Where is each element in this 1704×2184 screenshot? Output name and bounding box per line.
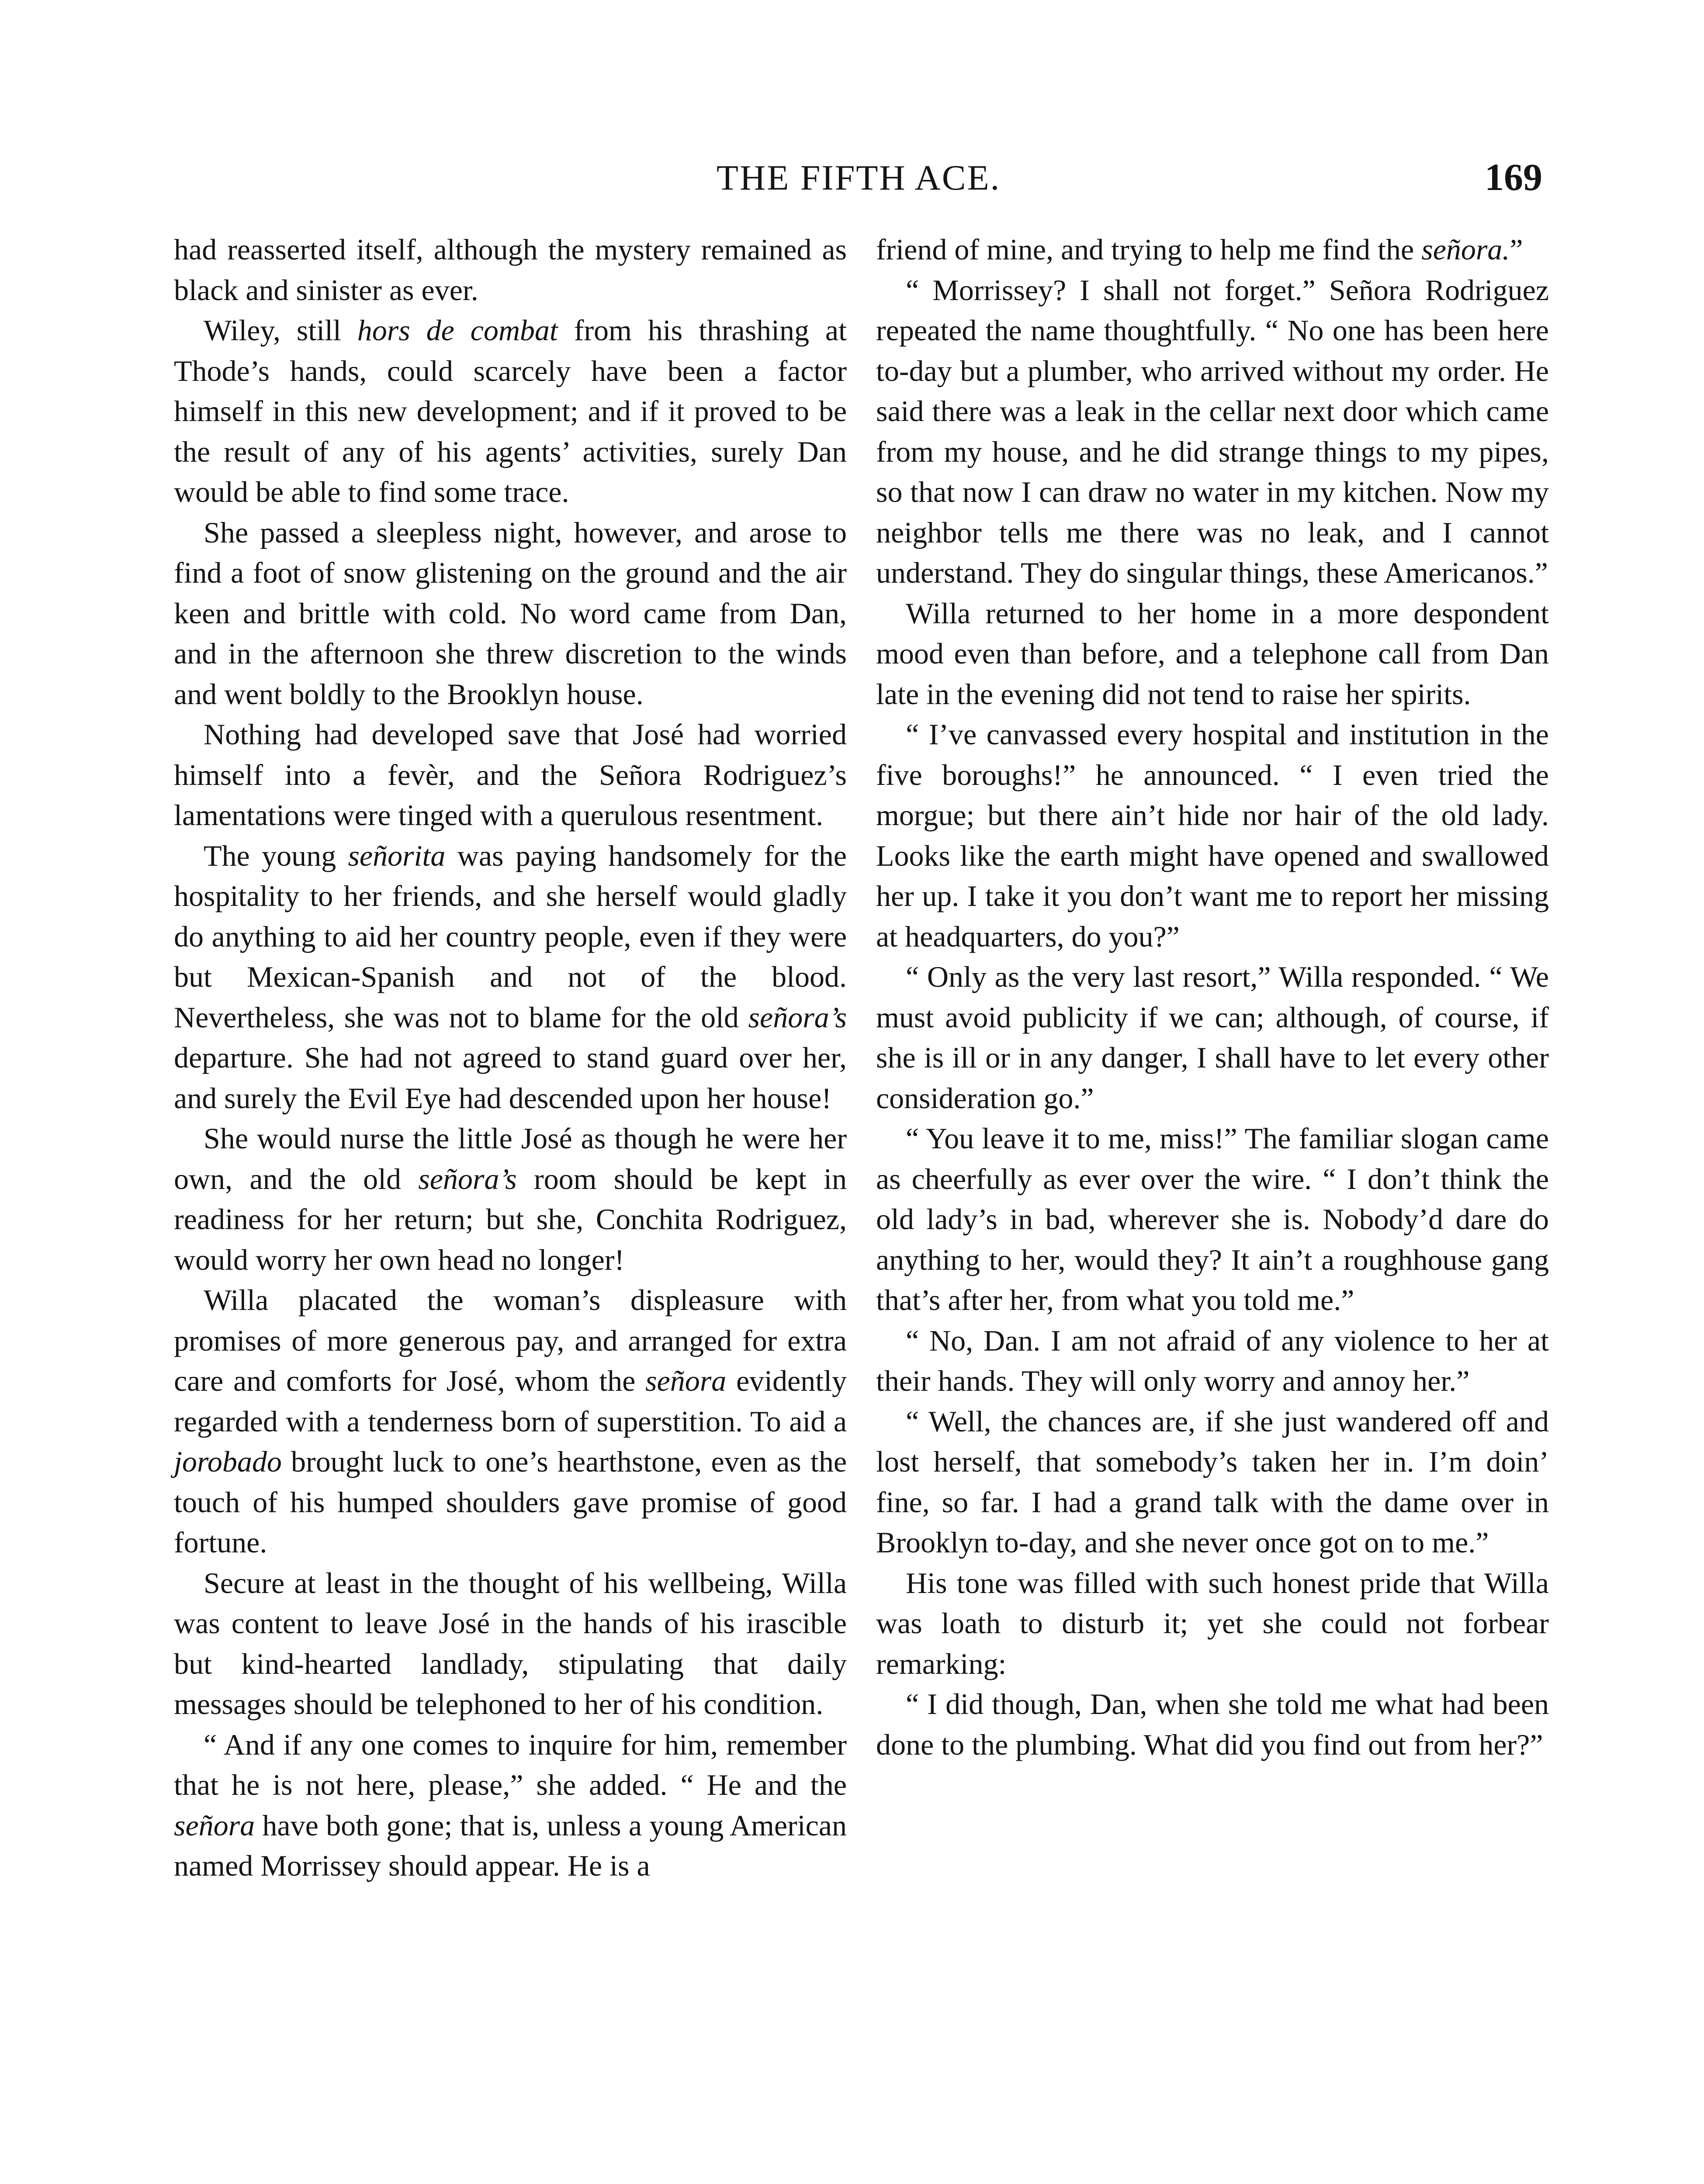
text-run: “ Morrissey? I shall not forget.” Señora Rodriguez repeated the name thoughtfully. “ No one has been here to-day but a plumber, who arrived without my order. He said there was a leak in the cellar next door which came from my house, and he did strange things to my pipes, so that now I can draw no water in my kitchen. Now my neighbor tells me there was no leak, and I cannot understand. They do singular things, these Americanos.” bbox=[876, 273, 1549, 589]
italic-text: señora bbox=[174, 1808, 255, 1842]
text-run: have both gone; that is, unless a young American named Morrissey should appear. He is a bbox=[174, 1808, 847, 1882]
text-run: Secure at least in the thought of his wellbeing, Willa was content to leave José in the hands of his irascible but kind-hearted landlady, stipulating that daily messages should be telephoned to her of his condition. bbox=[174, 1566, 847, 1721]
text-run: “ No, Dan. I am not afraid of any violence to her at their hands. They will only worry and annoy her.” bbox=[876, 1324, 1549, 1397]
page-header bbox=[175, 154, 1542, 202]
paragraph bbox=[174, 836, 847, 1119]
italic-text: señora’s bbox=[748, 1000, 847, 1034]
paragraph bbox=[876, 1401, 1549, 1563]
text-run: friend of mine, and trying to help me find the bbox=[876, 233, 1422, 266]
text-run: had reasserted itself, although the mystery remained as black and sinister as ever. bbox=[174, 233, 847, 307]
text-run: brought luck to one’s hearthstone, even as the touch of his humped shoulders gave promise of good fortune. bbox=[174, 1445, 847, 1559]
paragraph bbox=[174, 310, 847, 512]
text-run: She would nurse the little José as though he were her own, and the old bbox=[174, 1122, 847, 1196]
text-run: Willa placated the woman’s displeasure with promises of more generous pay, and arranged for extra care and comforts for José, whom the bbox=[174, 1283, 847, 1397]
paragraph bbox=[174, 229, 847, 310]
paragraph bbox=[174, 512, 847, 715]
left-text-column bbox=[174, 229, 847, 1886]
text-run: ” bbox=[1510, 233, 1523, 266]
paragraph bbox=[174, 1280, 847, 1563]
italic-text: jorobado bbox=[174, 1445, 282, 1478]
text-run: Nothing had developed save that José had worried himself into a fevèr, and the Señora Rodriguez’s lamentations were tinged with a querulous resentment. bbox=[174, 718, 847, 832]
text-run: She passed a sleepless night, however, and arose to find a foot of snow glistening on the ground and the air keen and brittle with cold. No word came from Dan, and in the afternoon she threw discretion to the winds and went boldly to the Brooklyn house. bbox=[174, 515, 847, 711]
italic-text: señorita bbox=[348, 839, 446, 872]
text-run: The young bbox=[204, 839, 348, 872]
text-run: from his thrashing at Thode’s hands, could scarcely have been a factor himself in this new development; and if it proved to be the result of any of his agents’ activities, surely Dan would be able to find some trace. bbox=[174, 314, 847, 508]
text-run: His tone was filled with such honest pride that Willa was loath to disturb it; yet she could not forbear remarking: bbox=[876, 1566, 1549, 1680]
paragraph bbox=[174, 1724, 847, 1886]
text-run: departure. She had not agreed to stand guard over her, and surely the Evil Eye had descended upon her house! bbox=[174, 1041, 847, 1115]
text-run: “ And if any one comes to inquire for him, remember that he is not here, please,” she added. “ He and the bbox=[174, 1728, 847, 1801]
right-text-column bbox=[876, 229, 1549, 1765]
paragraph bbox=[876, 1684, 1549, 1765]
text-run: “ You leave it to me, miss!” The familiar slogan came as cheerfully as ever over the wire. “ I don’t think the old lady’s in bad, wherever she is. Nobody’d dare do anything to her, would they? It ain’t a roughhouse gang that’s after her, from what you told me.” bbox=[876, 1122, 1549, 1317]
text-run: “ Only as the very last resort,” Willa responded. “ We must avoid publicity if we can; although, of course, if she is ill or in any danger, I shall have to let every other consideration go.” bbox=[876, 960, 1549, 1115]
text-run: evidently regarded with a tenderness born of superstition. To aid a bbox=[174, 1364, 847, 1438]
text-run: “ I’ve canvassed every hospital and institution in the five boroughs!” he announced. “ I even tried the morgue; but there ain’t hide nor hair of the old lady. Looks like the earth might have opened and swallowed her up. I take it you don’t want me to report her missing at headquarters, do you?” bbox=[876, 718, 1549, 953]
paragraph bbox=[876, 1320, 1549, 1401]
paragraph bbox=[876, 1563, 1549, 1684]
running-title: THE FIFTH ACE. bbox=[716, 158, 1001, 197]
text-run: “ Well, the chances are, if she just wandered off and lost herself, that somebody’s taken her in. I’m doin’ fine, so far. I had a grand talk with the dame over in Brooklyn to-day, and she never once got on to me.” bbox=[876, 1404, 1549, 1559]
italic-text: señora. bbox=[1421, 233, 1510, 266]
paragraph bbox=[876, 229, 1549, 270]
text-run: Wiley, still bbox=[204, 314, 357, 347]
paragraph bbox=[174, 1563, 847, 1724]
page-number: 169 bbox=[1485, 156, 1542, 199]
text-run: was paying handsomely for the hospitality to her friends, and she herself would gladly do anything to aid her country people, even if they were but Mexican-Spanish and not of the blood. Nevertheless, she was not to blame for the old bbox=[174, 839, 847, 1034]
paragraph bbox=[174, 714, 847, 836]
paragraph bbox=[876, 714, 1549, 957]
italic-text: señora bbox=[645, 1364, 727, 1397]
paragraph bbox=[876, 593, 1549, 715]
italic-text: señora’s bbox=[418, 1162, 517, 1196]
paragraph bbox=[876, 270, 1549, 593]
italic-text: hors de combat bbox=[357, 314, 558, 347]
paragraph bbox=[876, 1118, 1549, 1320]
paragraph bbox=[876, 957, 1549, 1118]
paragraph bbox=[174, 1118, 847, 1280]
text-run: room should be kept in readiness for her return; but she, Conchita Rodriguez, would worry her own head no longer! bbox=[174, 1162, 847, 1276]
text-run: Willa returned to her home in a more despondent mood even than before, and a telephone call from Dan late in the evening did not tend to raise her spirits. bbox=[876, 596, 1549, 711]
text-run: “ I did though, Dan, when she told me what had been done to the plumbing. What did you find out from her?” bbox=[876, 1687, 1549, 1761]
